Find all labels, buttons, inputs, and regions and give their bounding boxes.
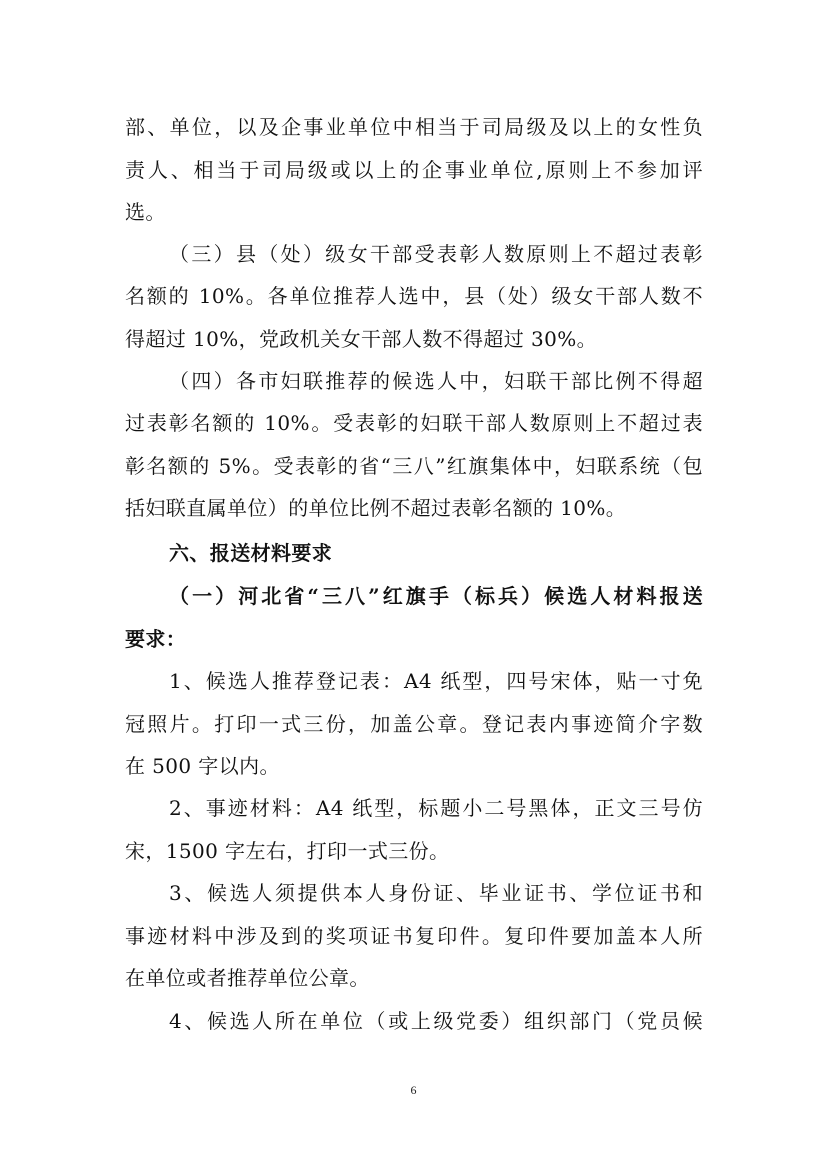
- body-text-line: （四）各市妇联推荐的候选人中，妇联干部比例不得超: [169, 369, 703, 393]
- body-text-line: 在 500 字以内。: [125, 754, 280, 778]
- body-text-line: 括妇联直属单位）的单位比例不超过表彰名额的 10%。: [125, 496, 627, 520]
- body-text-line: 彰名额的 5%。受表彰的省“三八”红旗集体中，妇联系统（包: [125, 454, 703, 478]
- body-text-line: 事迹材料中涉及到的奖项证书复印件。复印件要加盖本人所: [125, 924, 703, 948]
- body-text-line: 选。: [125, 200, 166, 224]
- body-text-line: 责人、相当于司局级或以上的企事业单位,原则上不参加评: [125, 158, 703, 182]
- body-text-line: 4、候选人所在单位（或上级党委）组织部门（党员候: [169, 1009, 703, 1033]
- body-text-line: 宋，1500 字左右，打印一式三份。: [125, 839, 450, 863]
- body-text-line: 部、单位，以及企事业单位中相当于司局级及以上的女性负: [125, 115, 703, 139]
- body-text-line: （三）县（处）级女干部受表彰人数原则上不超过表彰: [169, 242, 703, 266]
- body-text-line: 过表彰名额的 10%。受表彰的妇联干部人数原则上不超过表: [125, 411, 703, 435]
- section-heading: 六、报送材料要求: [169, 541, 333, 565]
- body-text-line: 得超过 10%，党政机关女干部人数不得超过 30%。: [125, 327, 598, 351]
- page-number: 6: [410, 1083, 417, 1097]
- body-text-line: 冠照片。打印一式三份，加盖公章。登记表内事迹简介字数: [125, 712, 703, 736]
- body-text-line: 2、事迹材料：A4 纸型，标题小二号黑体，正文三号仿: [169, 796, 703, 820]
- body-text-line: 1、候选人推荐登记表：A4 纸型，四号宋体，贴一寸免: [169, 669, 703, 693]
- body-text-line: 3、候选人须提供本人身份证、毕业证书、学位证书和: [169, 881, 703, 905]
- body-text-line: 在单位或者推荐单位公章。: [125, 966, 370, 990]
- subsection-heading: 要求：: [125, 627, 187, 651]
- subsection-heading: （一）河北省“三八”红旗手（标兵）候选人材料报送: [169, 584, 703, 608]
- body-text-line: 名额的 10%。各单位推荐人选中，县（处）级女干部人数不: [125, 284, 703, 308]
